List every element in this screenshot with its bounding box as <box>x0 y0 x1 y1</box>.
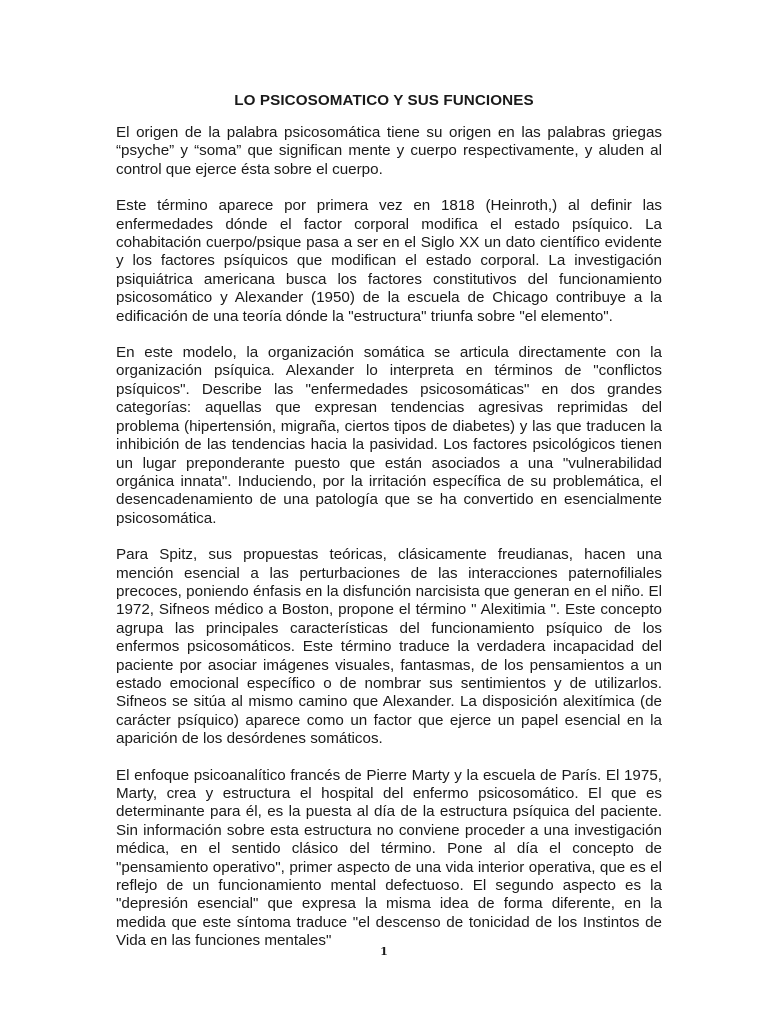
document-body <box>116 124 662 969</box>
paragraph-origin: El origen de la palabra psicosomática tiene su origen en las palabras griegas “psyche” y “soma” que significan mente y cuerpo respectivamente, y aluden al control que ejerce ésta sobre el cuerpo. <box>116 124 662 178</box>
document-title: LO PSICOSOMATICO Y SUS FUNCIONES <box>234 92 534 109</box>
paragraph-model: En este modelo, la organización somática se articula directamente con la organización psíquica. Alexander lo interpreta en términos de "conflictos psíquicos". Describe las "enfermedades psicosomáticas" en dos grandes categorías: aquellas que expresan tendencias agresivas reprimidas del problema (hipertensión, migraña, ciertos tipos de diabetes) y las que traducen la inhibición de las tendencias hacia la pasividad. Los factores psicológicos tienen un lugar preponderante puesto que están asociados a una "vulnerabilidad orgánica innata". Induciendo, por la irritación específica de su problemática, el desencadenamiento de una patología que se ha convertido en esencialmente psicosomática. <box>116 344 662 527</box>
page-number: 1 <box>380 945 388 958</box>
paragraph-heinroth: Este término aparece por primera vez en 1818 (Heinroth,) al definir las enfermedades dónde el factor corporal modifica el estado psíquico. La cohabitación cuerpo/psique pasa a ser en el Siglo XX un dato científico evidente y los factores psíquicos que modifican el estado corporal. La investigación psiquiátrica americana busca los factores constitutivos del funcionamiento psicosomático y Alexander (1950) de la escuela de Chicago contribuye a la edificación de una teoría dónde la "estructura" triunfa sobre "el elemento". <box>116 197 662 325</box>
paragraph-marty: El enfoque psicoanalítico francés de Pierre Marty y la escuela de París. El 1975, Marty, crea y estructura el hospital del enfermo psicosomático. El que es determinante para él, es la puesta al día de la estructura psíquica del paciente. Sin información sobre esta estructura no conviene proceder a una investigación médica, en el sentido clásico del término. Pone al día el concepto de "pensamiento operativo", primer aspecto de una vida interior operativa, que es el reflejo de un funcionamiento mental defectuoso. El segundo aspecto es la "depresión esencial" que expresa la misma idea de forma diferente, en la medida que este síntoma traduce "el descenso de tonicidad de los Instintos de Vida en las funciones mentales" <box>116 766 662 950</box>
paragraph-spitz: Para Spitz, sus propuestas teóricas, clásicamente freudianas, hacen una mención esencial a las perturbaciones de las interacciones paternofiliales precoces, poniendo énfasis en la disfunción narcisista que generan en el niño. El 1972, Sifneos médico a Boston, propone el término " Alexitimia ". Este concepto agrupa las principales características del funcionamiento psíquico de los enfermos psicosomáticos. Este término traduce la verdadera incapacidad del paciente por asociar imágenes visuales, fantasmas, de los pensamientos a un estado emocional específico o de nombrar sus sentimientos y de utilizarlos. Sifneos se sitúa al mismo camino que Alexander. La disposición alexitímica (de carácter psíquico) aparece como un factor que ejerce un papel esencial en la aparición de los desórdenes somáticos. <box>116 546 662 748</box>
